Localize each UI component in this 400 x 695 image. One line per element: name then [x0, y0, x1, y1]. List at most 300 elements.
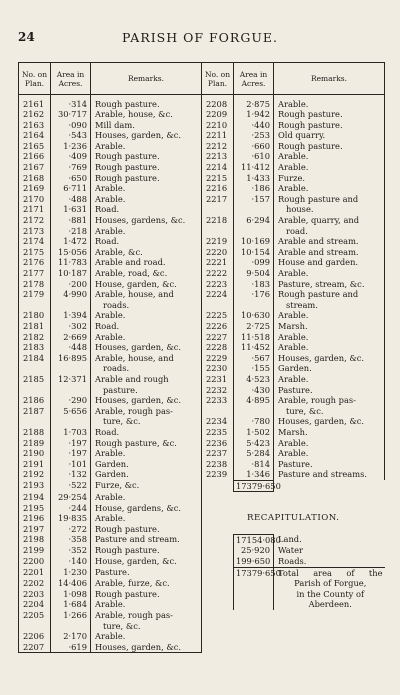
remarks-text: Road. — [91, 321, 202, 332]
blank-cell — [274, 480, 385, 492]
plan-number: 2163 — [19, 120, 51, 131]
plan-number: 2182 — [19, 332, 51, 343]
blank-cell — [234, 589, 274, 600]
col-header-no: No. on Plan. — [202, 63, 234, 95]
area-value: 10·187 — [51, 268, 91, 279]
table-row — [19, 534, 385, 545]
table-row — [19, 513, 385, 524]
table-row — [19, 545, 385, 556]
area-value: ·099 — [234, 257, 274, 268]
col-header-area: Area in Acres. — [51, 63, 91, 95]
plan-number: 2184 — [19, 353, 51, 364]
remarks-text: roads. — [91, 300, 202, 311]
table-row — [19, 524, 385, 535]
remarks-text: Arable. — [274, 310, 385, 321]
remarks-text: Houses, garden, &c. — [274, 353, 385, 364]
plan-number — [19, 416, 51, 427]
area-value: ·197 — [51, 438, 91, 449]
plan-number: 2219 — [202, 236, 234, 247]
plan-number: 2192 — [19, 469, 51, 480]
remarks-text: Pasture. — [91, 567, 202, 578]
recap-total-label: Parish of Forgue, — [294, 578, 367, 589]
area-value — [51, 416, 91, 427]
blank-cell — [202, 545, 234, 556]
area-value: 1·394 — [51, 310, 91, 321]
area-value: 1·684 — [51, 599, 91, 610]
table-row — [19, 395, 385, 406]
table-row — [19, 503, 385, 514]
area-value: 30·717 — [51, 109, 91, 120]
area-value: ·176 — [234, 289, 274, 300]
remarks-text: Rough pasture. — [274, 109, 385, 120]
plan-number: 2168 — [19, 173, 51, 184]
table-row — [19, 438, 385, 449]
area-value — [51, 300, 91, 311]
remarks-text: Rough pasture. — [274, 120, 385, 131]
remarks-text: Arable. — [91, 194, 202, 205]
plan-number — [19, 363, 51, 374]
col-header-remarks: Remarks. — [274, 63, 385, 95]
remarks-text: House and garden. — [274, 257, 385, 268]
remarks-text: Arable and stream. — [274, 236, 385, 247]
blank-cell — [202, 589, 234, 600]
plan-number: 2161 — [19, 99, 51, 110]
remarks-text: Rough pasture. — [91, 545, 202, 556]
plan-number — [19, 385, 51, 396]
remarks-text: Arable. — [91, 332, 202, 343]
table-row — [19, 226, 385, 237]
blank-cell — [274, 642, 385, 653]
recap-label: Water — [278, 545, 303, 556]
area-value: ·567 — [234, 353, 274, 364]
remarks-text: Furze, &c. — [91, 480, 202, 492]
area-value: 5·284 — [234, 448, 274, 459]
table-row — [19, 567, 385, 578]
area-value: ·197 — [51, 448, 91, 459]
plan-number — [202, 226, 234, 237]
area-value: ·183 — [234, 279, 274, 290]
table-row — [19, 321, 385, 332]
plan-number — [202, 204, 234, 215]
area-value: ·218 — [51, 226, 91, 237]
remarks-text: Arable. — [91, 310, 202, 321]
table-row — [19, 363, 385, 374]
plan-number: 2215 — [202, 173, 234, 184]
plan-number: 2185 — [19, 374, 51, 385]
area-value: ·290 — [51, 395, 91, 406]
plan-number: 2198 — [19, 534, 51, 545]
area-value: ·780 — [234, 416, 274, 427]
area-value — [51, 385, 91, 396]
table-row — [19, 459, 385, 470]
remarks-text: ture, &c. — [91, 621, 202, 632]
plan-number: 2239 — [202, 469, 234, 480]
plan-number: 2208 — [202, 99, 234, 110]
remarks-text: Pasture and streams. — [274, 469, 385, 480]
col-header-area: Area in Acres. — [234, 63, 274, 95]
plan-number: 2180 — [19, 310, 51, 321]
area-value: ·090 — [51, 120, 91, 131]
blank-cell — [234, 578, 274, 589]
blank-cell — [234, 492, 274, 503]
plan-number: 2173 — [19, 226, 51, 237]
plan-number: 2162 — [19, 109, 51, 120]
plan-number: 2221 — [202, 257, 234, 268]
plan-number: 2174 — [19, 236, 51, 247]
table-row — [19, 469, 385, 480]
area-value: 1·472 — [51, 236, 91, 247]
table-row — [19, 385, 385, 396]
remarks-text: Arable. — [274, 448, 385, 459]
remarks-text: Mill dam. — [91, 120, 202, 131]
table-row — [19, 610, 385, 621]
col-header-no: No. on Plan. — [19, 63, 51, 95]
remarks-text: Furze. — [274, 173, 385, 184]
area-value: 19·835 — [51, 513, 91, 524]
remarks-text: Road. — [91, 236, 202, 247]
page-number: 24 — [18, 30, 35, 44]
table-row — [19, 162, 385, 173]
area-value: 16·895 — [51, 353, 91, 364]
area-value: 5·423 — [234, 438, 274, 449]
blank-cell — [202, 492, 234, 503]
plan-number: 2222 — [202, 268, 234, 279]
remarks-text: Houses, garden, &c. — [91, 130, 202, 141]
remarks-text: pasture. — [91, 385, 202, 396]
plan-number: 2212 — [202, 141, 234, 152]
remarks-text: Arable. — [91, 599, 202, 610]
area-value: ·358 — [51, 534, 91, 545]
table-row — [19, 300, 385, 311]
table-row — [19, 427, 385, 438]
plan-number: 2196 — [19, 513, 51, 524]
area-value: ·200 — [51, 279, 91, 290]
plan-number: 2233 — [202, 395, 234, 406]
plan-number: 2186 — [19, 395, 51, 406]
area-value: ·650 — [51, 173, 91, 184]
table-row — [19, 120, 385, 131]
remarks-text: House, garden, &c. — [91, 279, 202, 290]
area-value: 11·783 — [51, 257, 91, 268]
blank-cell — [234, 642, 274, 653]
blank-cell — [202, 578, 234, 589]
area-value: 11·518 — [234, 332, 274, 343]
area-value: 4·895 — [234, 395, 274, 406]
remarks-text: roads. — [91, 363, 202, 374]
plan-number: 2237 — [202, 448, 234, 459]
plan-number: 2194 — [19, 492, 51, 503]
table-row — [19, 151, 385, 162]
table-row — [19, 99, 385, 110]
remarks-text: Marsh. — [274, 321, 385, 332]
plan-number: 2226 — [202, 321, 234, 332]
area-value: 1·236 — [51, 141, 91, 152]
area-value: 2·669 — [51, 332, 91, 343]
area-value: 1·433 — [234, 173, 274, 184]
remarks-text: Houses, gardens, &c. — [91, 215, 202, 226]
blank-cell — [274, 631, 385, 642]
area-value: 1·098 — [51, 589, 91, 600]
remarks-text: house. — [274, 204, 385, 215]
table-row — [19, 332, 385, 343]
table-row — [19, 448, 385, 459]
plan-number: 2229 — [202, 353, 234, 364]
area-value: ·814 — [234, 459, 274, 470]
blank-cell — [202, 642, 234, 653]
remarks-text: Rough pasture. — [274, 141, 385, 152]
blank-cell — [202, 567, 234, 578]
recap-total-label: in the County of — [296, 588, 365, 599]
table-row — [19, 141, 385, 152]
table-row — [19, 173, 385, 184]
area-value: ·155 — [234, 363, 274, 374]
table-body — [19, 95, 385, 653]
remarks-text: stream. — [274, 300, 385, 311]
remarks-text: ture, &c. — [91, 416, 202, 427]
remarks-text: Arable, house, &c. — [91, 109, 202, 120]
plan-number: 2207 — [19, 642, 51, 653]
area-value: 15·056 — [51, 247, 91, 258]
blank-cell — [234, 524, 274, 535]
area-value: ·610 — [234, 151, 274, 162]
plan-number: 2201 — [19, 567, 51, 578]
remarks-text: Marsh. — [274, 427, 385, 438]
plan-number: 2183 — [19, 342, 51, 353]
remarks-text: Arable, furze, &c. — [91, 578, 202, 589]
remarks-text: House, gardens, &c. — [91, 503, 202, 514]
plan-number: 2227 — [202, 332, 234, 343]
remarks-text: Houses, garden, &c. — [91, 342, 202, 353]
page-header — [18, 30, 382, 46]
blank-cell — [202, 524, 234, 535]
plan-number: 2218 — [202, 215, 234, 226]
table-row — [19, 247, 385, 258]
area-value — [234, 406, 274, 417]
plan-number: 2205 — [19, 610, 51, 621]
recap-area: 17154·080 — [234, 534, 274, 545]
remarks-text: Rough pasture. — [91, 99, 202, 110]
area-value: ·660 — [234, 141, 274, 152]
remarks-text: Arable. — [91, 448, 202, 459]
area-value: ·132 — [51, 469, 91, 480]
plan-number: 2224 — [202, 289, 234, 300]
table-row — [19, 342, 385, 353]
remarks-text: Houses, garden, &c. — [91, 642, 202, 653]
plan-number: 2228 — [202, 342, 234, 353]
remarks-text: Pasture. — [274, 459, 385, 470]
area-value: 9·504 — [234, 268, 274, 279]
plan-number: 2187 — [19, 406, 51, 417]
remarks-text: Arable, road, &c. — [91, 268, 202, 279]
remarks-text: Pasture and stream. — [91, 534, 202, 545]
remarks-text: Rough pasture. — [91, 589, 202, 600]
remarks-text: Garden. — [91, 469, 202, 480]
remarks-text: Houses, garden, &c. — [91, 395, 202, 406]
blank-cell — [202, 534, 234, 545]
table-row — [19, 406, 385, 417]
plan-number — [19, 621, 51, 632]
remarks-text: Arable. — [91, 141, 202, 152]
blank-cell — [202, 610, 234, 621]
recap-label: Roads. — [278, 556, 307, 567]
remarks-text: Pasture. — [274, 385, 385, 396]
table-row — [19, 194, 385, 205]
area-value: 10·154 — [234, 247, 274, 258]
remarks-text: Rough pasture. — [91, 524, 202, 535]
area-value: 1·230 — [51, 567, 91, 578]
recap-total-area: 17379·650 — [234, 567, 274, 578]
area-value: ·522 — [51, 480, 91, 492]
remarks-text: Garden. — [91, 459, 202, 470]
blank-cell — [202, 480, 234, 492]
remarks-text: Arable, rough pas- — [91, 406, 202, 417]
remarks-text: Arable, quarry, and — [274, 215, 385, 226]
area-value: 6·711 — [51, 183, 91, 194]
plan-number: 2177 — [19, 268, 51, 279]
remarks-text: ture, &c. — [274, 406, 385, 417]
area-value: ·881 — [51, 215, 91, 226]
plan-number: 2236 — [202, 438, 234, 449]
remarks-text: Houses, garden, &c. — [274, 416, 385, 427]
remarks-text: Arable. — [274, 342, 385, 353]
blank-cell — [202, 503, 234, 514]
remarks-text: Rough pasture. — [91, 162, 202, 173]
table-row — [19, 374, 385, 385]
plan-number: 2200 — [19, 556, 51, 567]
plan-number: 2190 — [19, 448, 51, 459]
plan-number: 2203 — [19, 589, 51, 600]
remarks-text: Arable. — [91, 183, 202, 194]
remarks-text: Pasture, stream, &c. — [274, 279, 385, 290]
plan-number: 2195 — [19, 503, 51, 514]
area-value: ·769 — [51, 162, 91, 173]
table-row — [19, 578, 385, 589]
area-value: 1·703 — [51, 427, 91, 438]
acreage-table — [18, 62, 385, 653]
table-row — [19, 599, 385, 610]
area-value: ·157 — [234, 194, 274, 205]
plan-number: 2189 — [19, 438, 51, 449]
remarks-text: Arable. — [274, 162, 385, 173]
remarks-text: Arable, house, and — [91, 289, 202, 300]
area-value: 14·406 — [51, 578, 91, 589]
blank-cell — [234, 631, 274, 642]
plan-number: 2235 — [202, 427, 234, 438]
plan-number — [19, 300, 51, 311]
area-value: 5·656 — [51, 406, 91, 417]
remarks-text: Arable. — [274, 151, 385, 162]
remarks-text: House, garden, &c. — [91, 556, 202, 567]
plan-number: 2179 — [19, 289, 51, 300]
remarks-text: Rough pasture, &c. — [91, 438, 202, 449]
plan-number: 2171 — [19, 204, 51, 215]
blank-cell — [234, 610, 274, 621]
table-row — [19, 215, 385, 226]
table-row — [19, 642, 385, 653]
remarks-text: Rough pasture and — [274, 289, 385, 300]
plan-number: 2216 — [202, 183, 234, 194]
plan-number: 2166 — [19, 151, 51, 162]
plan-number: 2193 — [19, 480, 51, 492]
table-row — [19, 480, 385, 492]
plan-number: 2172 — [19, 215, 51, 226]
recap-total-label: Aberdeen. — [308, 599, 352, 610]
area-value — [234, 226, 274, 237]
area-value: ·352 — [51, 545, 91, 556]
plan-number: 2232 — [202, 385, 234, 396]
remarks-text: Old quarry. — [274, 130, 385, 141]
remarks-text: Rough pasture. — [91, 173, 202, 184]
plan-number: 2214 — [202, 162, 234, 173]
plan-number: 2170 — [19, 194, 51, 205]
plan-number: 2188 — [19, 427, 51, 438]
area-value — [51, 621, 91, 632]
plan-number: 2176 — [19, 257, 51, 268]
plan-number: 2191 — [19, 459, 51, 470]
plan-number: 2209 — [202, 109, 234, 120]
blank-cell — [274, 503, 385, 514]
plan-number: 2225 — [202, 310, 234, 321]
plan-number: 2202 — [19, 578, 51, 589]
area-value: ·409 — [51, 151, 91, 162]
remarks-text: Arable, &c. — [91, 247, 202, 258]
area-value: ·272 — [51, 524, 91, 535]
plan-number: 2230 — [202, 363, 234, 374]
area-value — [234, 300, 274, 311]
remarks-text: Arable. — [274, 183, 385, 194]
table-row — [19, 204, 385, 215]
table-row — [19, 183, 385, 194]
blank-cell — [274, 610, 385, 621]
table-row — [19, 130, 385, 141]
plan-number: 2213 — [202, 151, 234, 162]
plan-number: 2175 — [19, 247, 51, 258]
area-value: ·186 — [234, 183, 274, 194]
area-value: 1·266 — [51, 610, 91, 621]
table-row — [19, 279, 385, 290]
area-value: 10·630 — [234, 310, 274, 321]
plan-number — [202, 406, 234, 417]
recapitulation-title: RECAPITULATION. — [247, 513, 340, 524]
area-value: 2·170 — [51, 631, 91, 642]
area-value: 1·631 — [51, 204, 91, 215]
table-row — [19, 556, 385, 567]
plan-number: 2234 — [202, 416, 234, 427]
remarks-text: Arable. — [91, 226, 202, 237]
remarks-text: Arable. — [91, 513, 202, 524]
plan-number: 2231 — [202, 374, 234, 385]
page-title: PARISH OF FORGUE. — [122, 30, 278, 45]
blank-cell — [202, 599, 234, 610]
area-value: 6·294 — [234, 215, 274, 226]
area-value: ·448 — [51, 342, 91, 353]
table-row — [19, 268, 385, 279]
area-value: ·543 — [51, 130, 91, 141]
plan-number: 2178 — [19, 279, 51, 290]
area-value: ·488 — [51, 194, 91, 205]
remarks-text: Arable. — [274, 99, 385, 110]
table-row — [19, 310, 385, 321]
area-value: 1·942 — [234, 109, 274, 120]
table-row — [19, 109, 385, 120]
blank-cell — [274, 492, 385, 503]
remarks-text: Road. — [91, 427, 202, 438]
plan-number: 2211 — [202, 130, 234, 141]
area-value: ·244 — [51, 503, 91, 514]
blank-cell — [202, 631, 234, 642]
plan-number: 2210 — [202, 120, 234, 131]
table-row — [19, 236, 385, 247]
